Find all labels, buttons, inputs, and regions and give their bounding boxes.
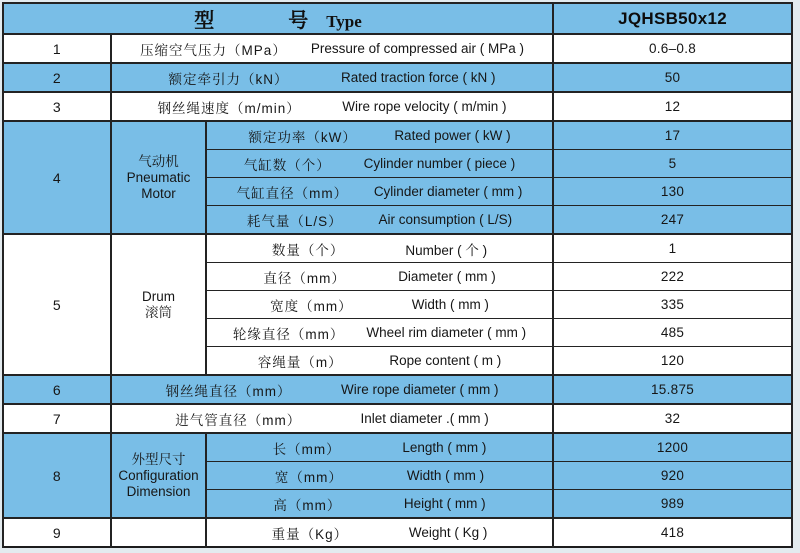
param-label-cell	[206, 347, 553, 376]
param-label-cn: 直径（mm）	[263, 270, 346, 286]
param-label-en: Weight ( Kg )	[408, 525, 488, 540]
param-label-cell	[206, 433, 553, 462]
param-label-cell	[206, 490, 553, 519]
table-title-cn-left: 型	[194, 10, 217, 32]
param-value: 5	[553, 150, 792, 178]
group-label-line: 外型尺寸	[131, 451, 186, 467]
param-value: 17	[553, 121, 792, 150]
param-label-cell	[111, 34, 553, 63]
group-label-line: 滚筒	[145, 304, 172, 320]
group-label-line: Motor	[141, 185, 176, 201]
table-row-9	[3, 518, 792, 547]
table-row-6	[3, 375, 792, 404]
param-label-en: Height ( mm )	[403, 496, 486, 511]
param-label-en: Diameter ( mm )	[398, 269, 496, 284]
param-label-en: Rated traction force ( kN )	[340, 70, 496, 85]
param-value: 50	[553, 63, 792, 92]
table-title-en: Type	[326, 12, 362, 31]
param-label-cn: 气缸直径（mm）	[236, 185, 349, 201]
param-label-cell	[206, 462, 553, 490]
param-value: 989	[553, 490, 792, 519]
param-label-cell	[206, 291, 553, 319]
row-number: 5	[3, 234, 111, 375]
param-label-en: Width ( mm )	[411, 297, 489, 312]
table-row-8	[3, 433, 792, 462]
table-row-2	[3, 63, 792, 92]
table-row-1	[3, 34, 792, 63]
row-number: 9	[3, 518, 111, 547]
param-value: 1	[553, 234, 792, 263]
param-value: 12	[553, 92, 792, 121]
row-number: 7	[3, 404, 111, 433]
param-label-en: Width ( mm )	[406, 468, 485, 483]
param-label-cell	[111, 404, 553, 433]
row-number: 2	[3, 63, 111, 92]
param-value: 247	[553, 206, 792, 235]
param-label-cn: 额定功率（kW）	[248, 129, 357, 145]
table-row-7	[3, 404, 792, 433]
param-label-cn: 宽度（mm）	[270, 298, 353, 314]
param-label-cell	[111, 92, 553, 121]
param-label-cell	[111, 375, 553, 404]
param-label-en: Inlet diameter .( mm )	[360, 411, 489, 426]
param-label-cn: 容绳量（m）	[257, 354, 343, 370]
table-row-5	[3, 234, 792, 263]
param-label-cn: 进气管直径（mm）	[175, 412, 302, 428]
param-label-cn: 钢丝绳直径（mm）	[165, 383, 292, 399]
param-value: 15.875	[553, 375, 792, 404]
param-value: 920	[553, 462, 792, 490]
param-label-en: Rated power ( kW )	[394, 128, 511, 143]
param-label-cn: 重量（Kg）	[271, 526, 349, 542]
param-label-cn: 压缩空气压力（MPa）	[140, 42, 287, 58]
param-label-cell	[206, 319, 553, 347]
group-label-line: Pneumatic	[126, 169, 191, 185]
param-label-cell	[111, 63, 553, 92]
param-label-cell	[206, 234, 553, 263]
param-label-cell	[206, 206, 553, 235]
param-label-cell	[206, 121, 553, 150]
empty-group-cell	[111, 518, 206, 547]
param-label-cn: 数量（个）	[271, 242, 345, 258]
table-row-4	[3, 121, 792, 150]
param-label-en: Wire rope velocity ( m/min )	[342, 99, 507, 114]
param-label-cn: 高（mm）	[273, 497, 342, 513]
group-label-line: Drum	[142, 288, 175, 304]
param-label-en: Pressure of compressed air ( MPa )	[310, 41, 524, 56]
param-label-cell	[206, 178, 553, 206]
param-label-en: Cylinder diameter ( mm )	[373, 184, 523, 199]
group-label-line: Dimension	[126, 483, 191, 499]
param-label-cn: 气缸数（个）	[243, 157, 331, 173]
param-label-cell	[206, 518, 553, 547]
param-label-en: Air consumption ( L/S)	[378, 212, 513, 227]
param-label-cell	[206, 263, 553, 291]
row-number: 1	[3, 34, 111, 63]
row-number: 6	[3, 375, 111, 404]
group-label-line: 气动机	[138, 153, 179, 169]
param-label-en: Wheel rim diameter ( mm )	[366, 325, 527, 340]
param-label-cn: 轮缘直径（mm）	[232, 326, 345, 342]
row-number: 8	[3, 433, 111, 518]
param-value: 222	[553, 263, 792, 291]
param-value: 485	[553, 319, 792, 347]
param-value: 32	[553, 404, 792, 433]
param-value: 1200	[553, 433, 792, 462]
param-value: 120	[553, 347, 792, 376]
table-title-cell	[3, 3, 553, 34]
param-label-cn: 额定牵引力（kN）	[168, 71, 289, 87]
group-label-pneumatic-motor	[111, 121, 206, 234]
table-row-3	[3, 92, 792, 121]
param-value: 335	[553, 291, 792, 319]
param-label-en: Length ( mm )	[402, 440, 487, 455]
spec-table	[2, 2, 793, 548]
param-label-en: Number ( 个 )	[405, 242, 488, 258]
group-label-configuration-dimension	[111, 433, 206, 518]
model-value: JQHSB50x12	[553, 3, 792, 34]
param-label-en: Wire rope diameter ( mm )	[341, 382, 499, 397]
table-title-cn-right: 号	[288, 10, 311, 32]
param-label-cn: 钢丝绳速度（m/min）	[157, 100, 301, 116]
param-label-en: Cylinder number ( piece )	[363, 156, 516, 171]
row-number: 3	[3, 92, 111, 121]
param-label-cn: 耗气量（L/S）	[246, 213, 343, 229]
header-row	[3, 3, 792, 34]
group-label-drum	[111, 234, 206, 375]
param-label-cn: 宽（mm）	[274, 469, 343, 485]
row-number: 4	[3, 121, 111, 234]
param-value: 0.6–0.8	[553, 34, 792, 63]
param-value: 130	[553, 178, 792, 206]
param-label-cell	[206, 150, 553, 178]
param-value: 418	[553, 518, 792, 547]
param-label-en: Rope content ( m )	[389, 353, 502, 368]
group-label-line: Configuration	[118, 467, 199, 483]
param-label-cn: 长（mm）	[272, 441, 341, 457]
